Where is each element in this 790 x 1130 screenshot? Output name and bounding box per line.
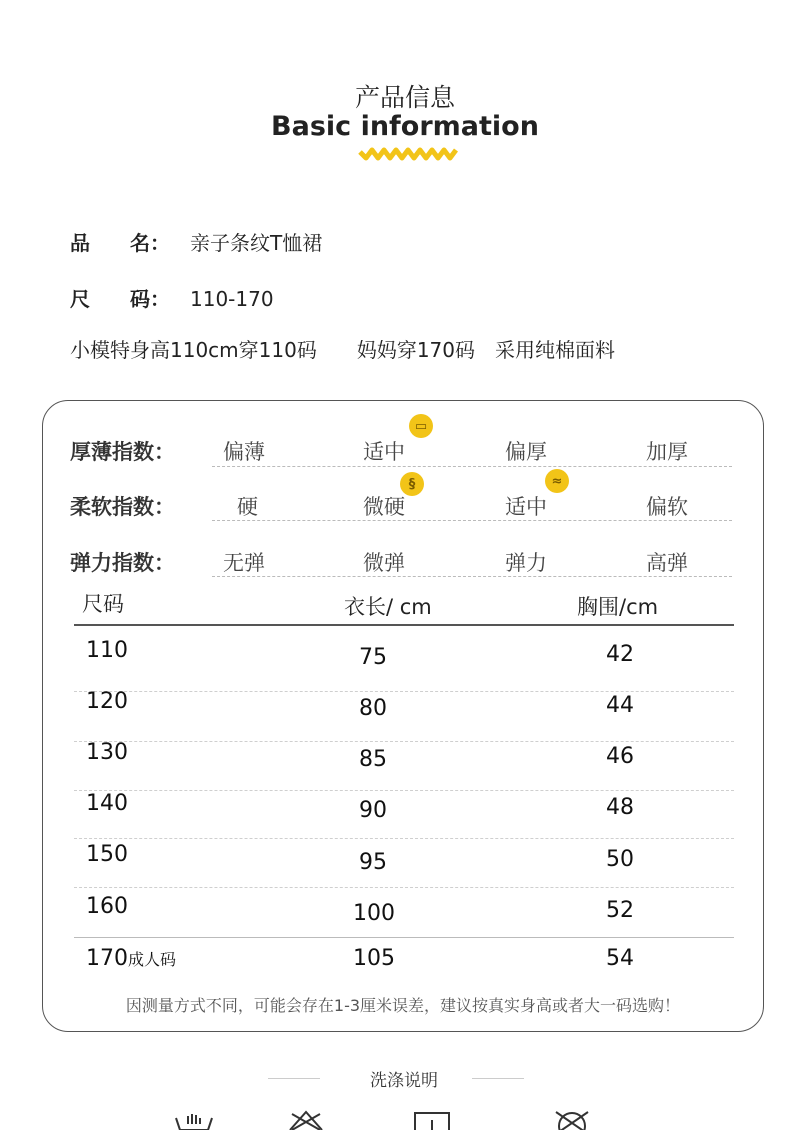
table-cell-size: 140 xyxy=(86,791,128,816)
size-range-value: 110-170 xyxy=(190,287,274,311)
product-name-label: 品 名： xyxy=(70,231,170,255)
table-row-divider xyxy=(74,937,734,938)
zigzag-decoration-icon xyxy=(358,146,458,162)
table-cell-length: 80 xyxy=(359,696,387,721)
hand-wash-icon xyxy=(174,1110,214,1130)
elasticity-option: 弹力 xyxy=(505,551,547,575)
washing-title: 洗涤说明 xyxy=(370,1071,438,1091)
softness-option: 硬 xyxy=(237,495,258,519)
tumble-dry-icon xyxy=(412,1110,452,1130)
table-cell-length: 105 xyxy=(353,946,395,971)
table-cell-size: 150 xyxy=(86,842,128,867)
table-row-divider xyxy=(74,741,734,742)
table-cell-length: 75 xyxy=(359,645,387,670)
table-cell-length: 100 xyxy=(353,901,395,926)
table-cell-size: 110 xyxy=(86,638,128,663)
page-title-cn: 产品信息 xyxy=(354,83,455,112)
table-cell-chest: 54 xyxy=(606,946,634,971)
size-column-header: 尺码 xyxy=(82,592,124,616)
dotted-divider xyxy=(212,576,732,577)
table-cell-size: 160 xyxy=(86,894,128,919)
softness-option: 适中 xyxy=(505,495,547,519)
table-cell-length: 95 xyxy=(359,850,387,875)
softness-label: 柔软指数： xyxy=(70,495,175,519)
no-dry-clean-icon xyxy=(552,1110,592,1130)
dotted-divider xyxy=(212,466,732,467)
table-cell-chest: 46 xyxy=(606,744,634,769)
table-row-divider xyxy=(74,790,734,791)
dotted-divider xyxy=(212,520,732,521)
product-name-value: 亲子条纹T恤裙 xyxy=(190,231,323,255)
thickness-label: 厚薄指数： xyxy=(70,440,175,464)
table-cell-length: 85 xyxy=(359,747,387,772)
table-cell-length: 90 xyxy=(359,798,387,823)
table-header-divider xyxy=(74,624,734,626)
product-name-row xyxy=(70,227,322,256)
soft-badge-icon: § xyxy=(400,472,424,496)
elasticity-option: 高弹 xyxy=(646,551,688,575)
softness-option: 偏软 xyxy=(646,495,688,519)
model-note: 小模特身高110cm穿110码 妈妈穿170码 采用纯棉面料 xyxy=(70,338,615,362)
thickness-option: 加厚 xyxy=(646,440,688,464)
measurement-disclaimer: 因测量方式不同，可能会存在1-3厘米误差，建议按真实身高或者大一码选购！ xyxy=(125,996,681,1015)
table-row-divider xyxy=(74,691,734,692)
table-cell-chest: 42 xyxy=(606,642,634,667)
table-row-divider xyxy=(74,887,734,888)
page-title-en: Basic information xyxy=(271,111,539,142)
elasticity-label: 弹力指数： xyxy=(70,551,175,575)
no-bleach-icon xyxy=(286,1110,326,1130)
length-column-header: 衣长/ cm xyxy=(344,595,432,619)
table-cell-chest: 44 xyxy=(606,693,634,718)
table-cell-size: 120 xyxy=(86,689,128,714)
wave-badge-icon: ≈ xyxy=(545,469,569,493)
size-range-row xyxy=(70,283,274,312)
chest-column-header: 胸围/cm xyxy=(577,595,659,619)
divider-line xyxy=(472,1078,524,1079)
adult-size-tag: 成人码 xyxy=(128,950,177,969)
table-cell-chest: 48 xyxy=(606,795,634,820)
size-range-label: 尺 码： xyxy=(70,287,170,311)
thickness-option: 适中 xyxy=(363,440,405,464)
elasticity-option: 微弹 xyxy=(363,551,405,575)
elasticity-option: 无弹 xyxy=(223,551,265,575)
size-value: 170 xyxy=(86,946,128,971)
table-cell-size xyxy=(86,946,176,971)
table-cell-chest: 50 xyxy=(606,847,634,872)
table-cell-chest: 52 xyxy=(606,898,634,923)
ruler-badge-icon: ▭ xyxy=(409,414,433,438)
thickness-option: 偏厚 xyxy=(505,440,547,464)
table-row-divider xyxy=(74,838,734,839)
softness-option: 微硬 xyxy=(363,495,405,519)
table-cell-size: 130 xyxy=(86,740,128,765)
thickness-option: 偏薄 xyxy=(223,440,265,464)
